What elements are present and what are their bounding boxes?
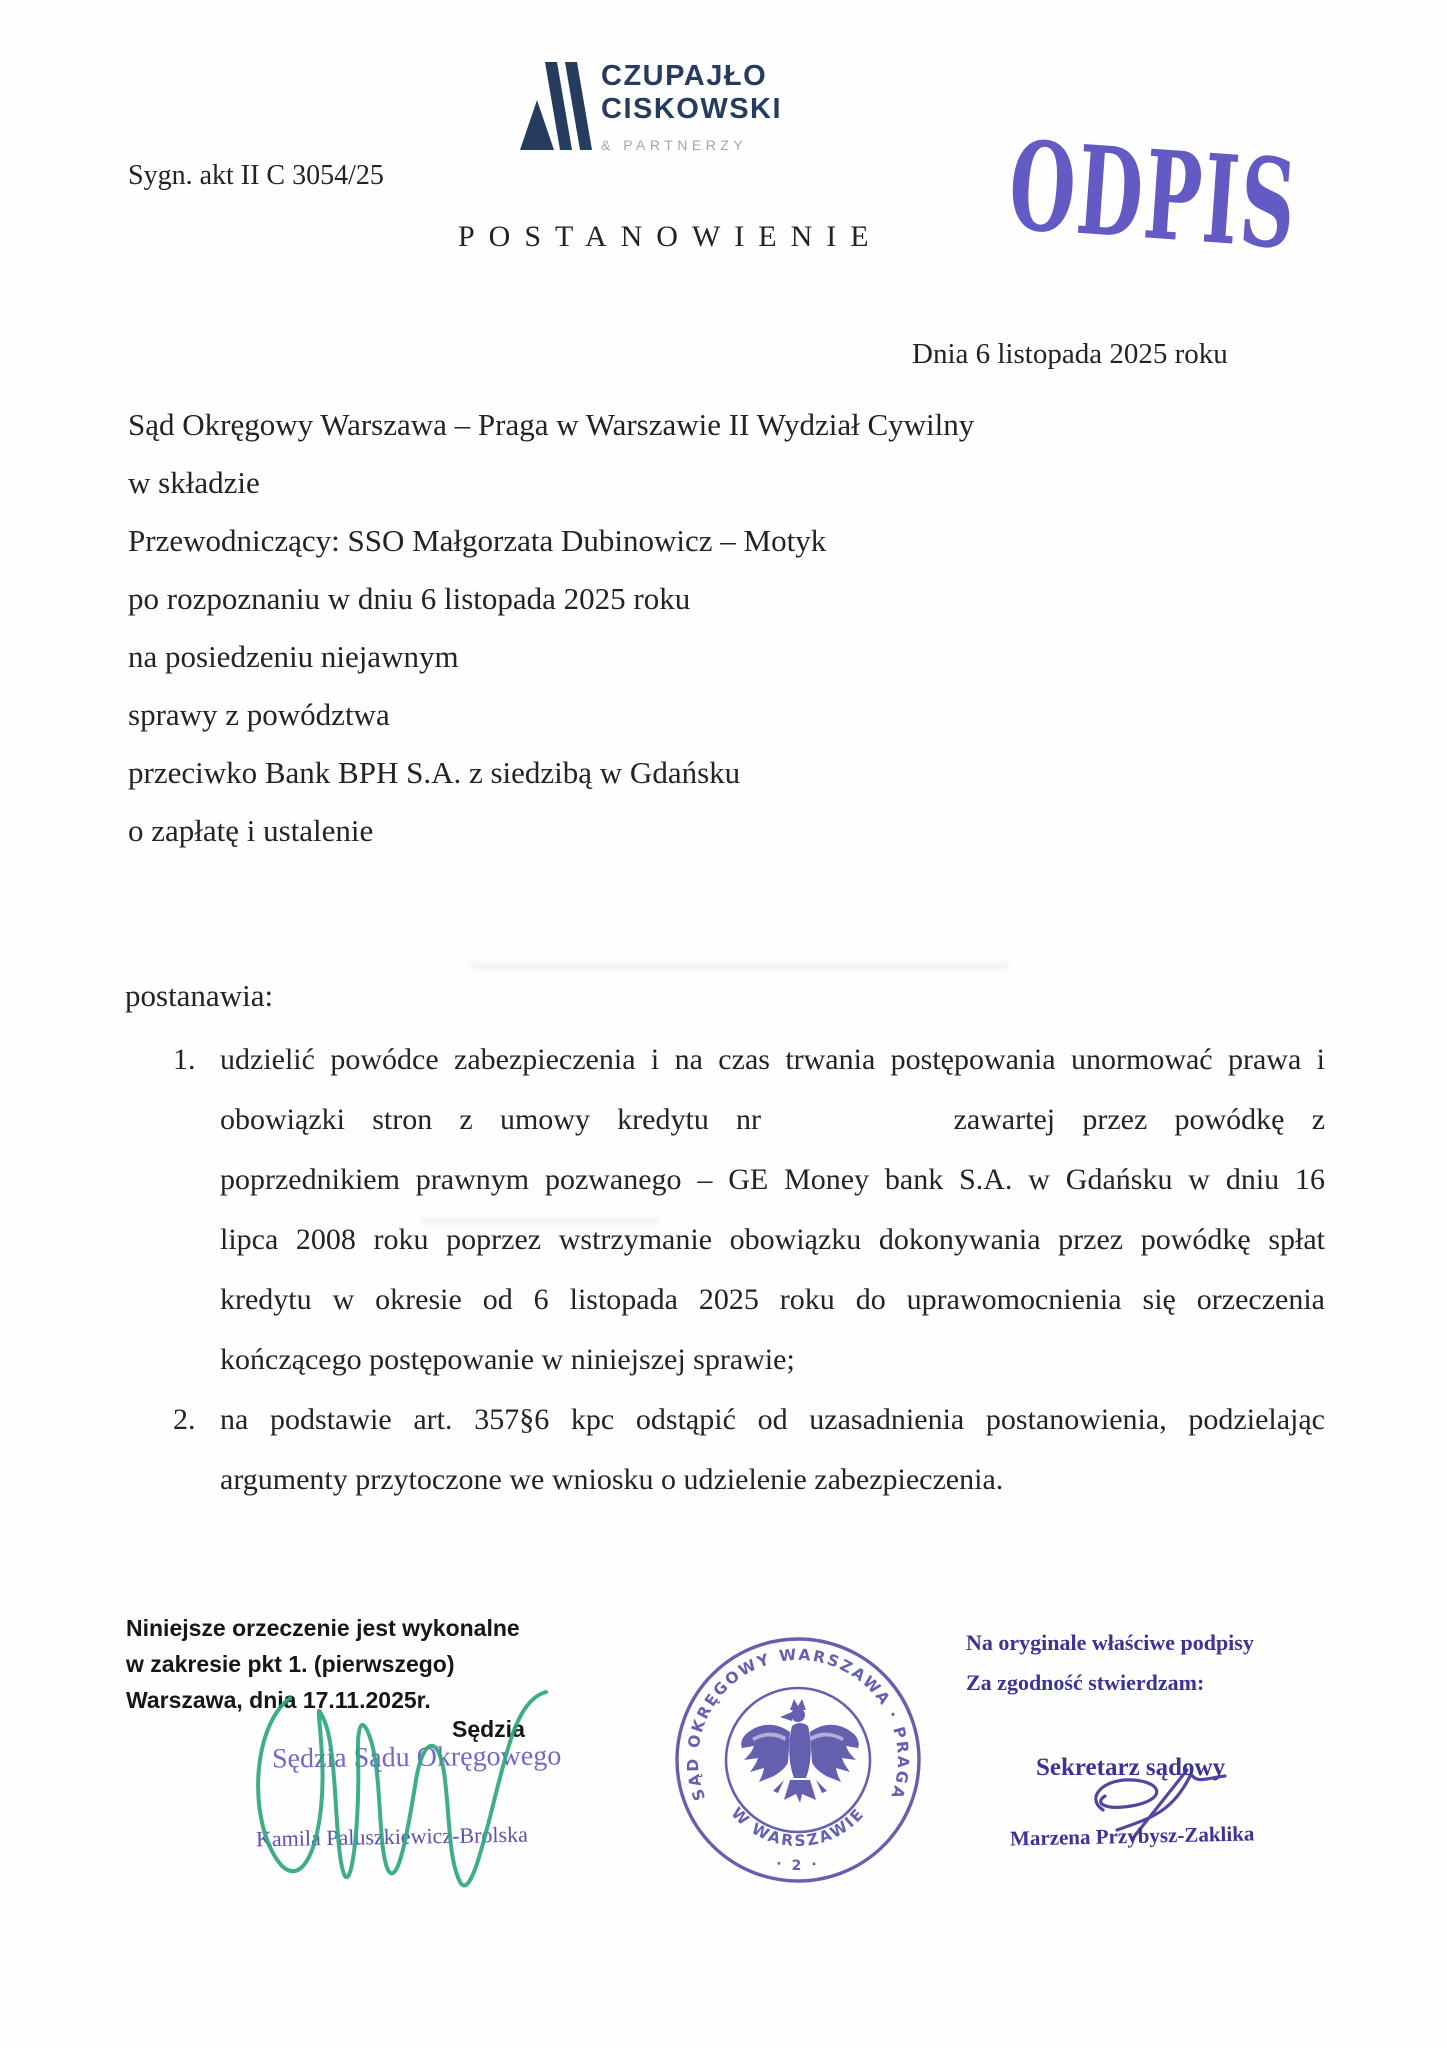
scan-artifact: [420, 1218, 660, 1225]
court-intro-block: [128, 396, 1328, 860]
court-line: sprawy z powództwa: [128, 697, 390, 732]
seal-arc-bottom-text: W WARSZAWIE: [727, 1804, 869, 1851]
seal-arc-top-text: SĄD OKRĘGOWY WARSZAWA · PRAGA: [683, 1645, 913, 1803]
document-title: POSTANOWIENIE: [458, 220, 883, 253]
order-item-line: lipca 2008 roku poprzez wstrzymanie obowiązku dokonywania przez powódkę spłat: [220, 1223, 1325, 1256]
operative-heading: postanawia:: [125, 978, 274, 1013]
seal-bottom-mark: · 2 ·: [774, 1855, 822, 1875]
certification-line1: Na oryginale właściwe podpisy: [966, 1630, 1254, 1655]
scan-artifact: [470, 962, 1010, 970]
court-line: po rozpoznaniu w dniu 6 listopada 2025 roku: [128, 581, 691, 616]
redacted-credit-number-gap: [788, 1128, 926, 1129]
judge-stamp-title: Sędzia Sądu Okręgowego: [271, 1740, 562, 1775]
odpis-copy-stamp: ODPIS: [1004, 113, 1302, 277]
order-item-line: kończącego postępowanie w niniejszej sprawie;: [220, 1343, 795, 1376]
judge-label: Sędzia: [452, 1716, 525, 1742]
order-item-line: 2. na podstawie art. 357§6 kpc odstąpić od uzasadnienia postanowienia, podzielając: [173, 1390, 1325, 1450]
order-item-line: kredytu w okresie od 6 listopada 2025 roku do uprawomocnienia się orzeczenia: [220, 1283, 1325, 1316]
secretary-name: Marzena Przybysz-Zaklika: [1009, 1821, 1255, 1851]
court-line: przeciwko Bank BPH S.A. z siedzibą w Gdańsku: [128, 755, 741, 790]
court-line: Przewodniczący: SSO Małgorzata Dubinowicz – Motyk: [128, 523, 827, 558]
svg-text:· 2 ·: [775, 1856, 821, 1874]
law-firm-name-line2: CISKOWSKI: [601, 93, 783, 125]
item-number: 2.: [173, 1403, 196, 1436]
court-line: w składzie: [128, 465, 260, 500]
order-item-line: 1. udzielić powódce zabezpieczenia i na czas trwania postępowania unormować prawa i: [173, 1030, 1325, 1090]
order-item-line: poprzednikiem prawnym pozwanego – GE Money bank S.A. w Gdańsku w dniu 16: [220, 1163, 1325, 1196]
decision-date: Dnia 6 listopada 2025 roku: [912, 338, 1228, 370]
law-firm-name-line1: CZUPAJŁO: [601, 60, 768, 92]
court-line: Sąd Okręgowy Warszawa – Praga w Warszawie II Wydział Cywilny: [128, 407, 975, 442]
item-number: 1.: [173, 1043, 196, 1076]
order-item-line: argumenty przytoczone we wniosku o udzielenie zabezpieczenia.: [220, 1463, 1004, 1496]
judge-signature: [220, 1658, 580, 1920]
court-line: na posiedzeniu niejawnym: [128, 639, 459, 674]
law-firm-name-line3: & PARTNERZY: [601, 137, 748, 153]
judge-stamp-name: Kamila Paluszkiewicz-Brolska: [255, 1821, 529, 1852]
eagle-emblem: [741, 1699, 859, 1803]
court-seal: [668, 1630, 930, 1892]
order-item-line: obowiązki stron z umowy kredytu nr zawartej przez powódkę z: [220, 1103, 1326, 1136]
operative-items: [173, 1030, 1325, 1510]
court-line: o zapłatę i ustalenie: [128, 813, 374, 848]
enforceability-clause: Niniejsze orzeczenie jest wykonalne w zakresie pkt 1. (pierwszego) Warszawa, dnia 17.11.2025r.: [126, 1615, 520, 1713]
law-firm-logo-icon: [520, 58, 592, 150]
certification-line2: Za zgodność stwierdzam:: [966, 1670, 1205, 1695]
case-number: Sygn. akt II C 3054/25: [128, 160, 384, 191]
secretary-label: Sekretarz sądowy: [1036, 1754, 1226, 1781]
law-firm-name: [601, 60, 782, 162]
